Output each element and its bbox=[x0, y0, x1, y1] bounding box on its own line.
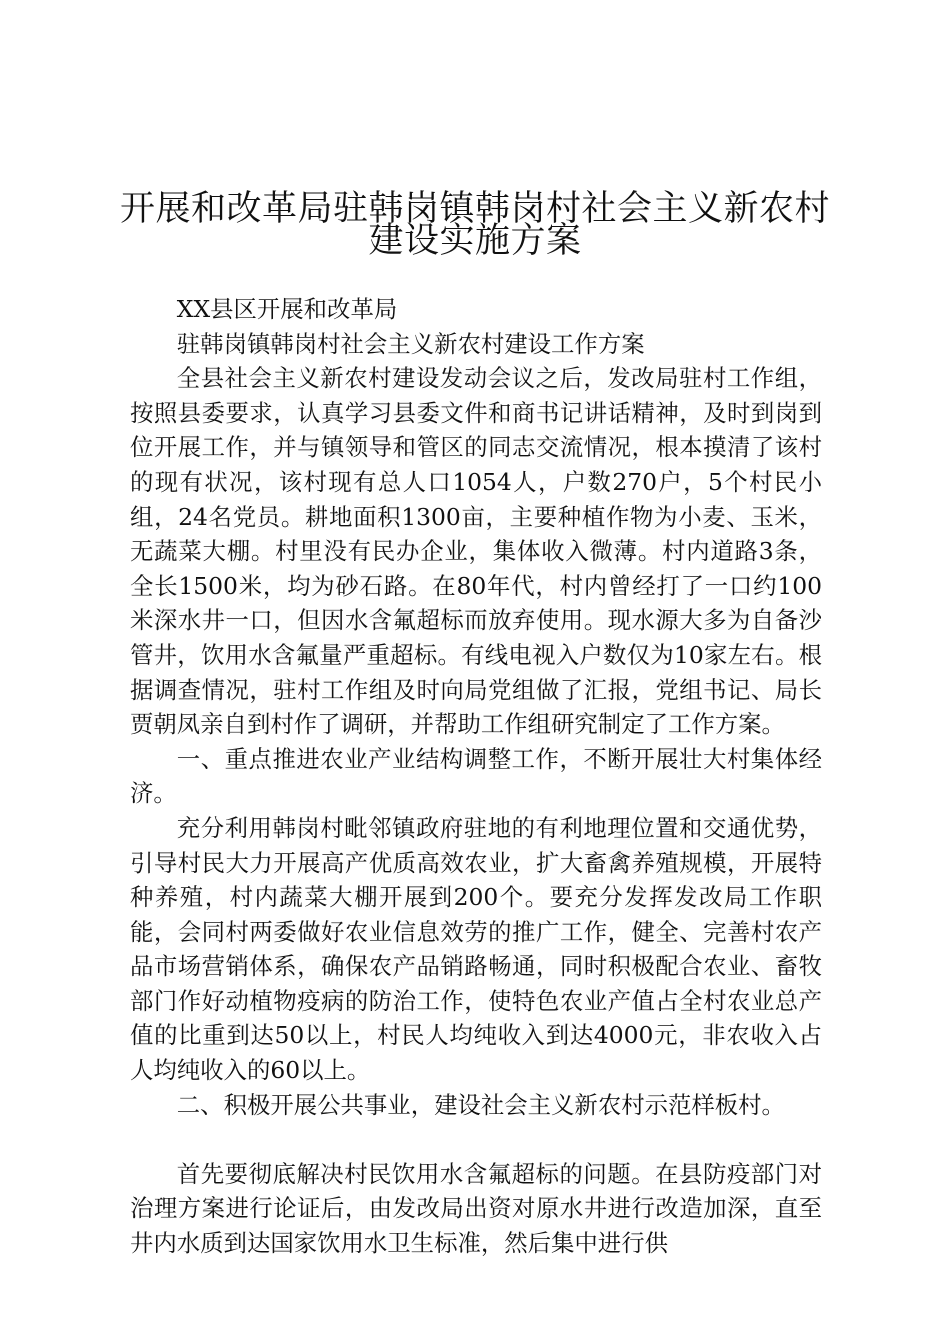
blank-line bbox=[130, 1122, 822, 1157]
section-heading-1: 一、重点推进农业产业结构调整工作，不断开展壮大村集体经济。 bbox=[130, 744, 822, 808]
document-body bbox=[130, 292, 822, 1261]
issuer-line: XX县区开展和改革局 bbox=[176, 295, 398, 323]
document-title-line-2: 建设实施方案 bbox=[368, 221, 582, 261]
paragraph-situation: 全县社会主义新农村建设发动会议之后，发改局驻村工作组，按照县委要求，认真学习县委文件和商书记讲话精神，及时到岗到位开展工作，并与镇领导和管区的同志交流情况，根本摸清了该村的现有状况，该村现有总人口1054人，户数270户，5个村民小组，24名党员。耕地面积1300亩，主要种植作物为小麦、玉米，无蔬菜大棚。村里没有民办企业，集体收入微薄。村内道路3条，全长1500米，均为砂石路。在80年代，村内曾经打了一口约100米深水井一口，但因水含氟超标而放弃使用。现水源大多为自备沙管井，饮用水含氟量严重超标。有线电视入户数仅为10家左右。根据调查情况，驻村工作组及时向局党组做了汇报，党组书记、局长贾朝凤亲自到村作了调研，并帮助工作组研究制定了工作方案。 bbox=[130, 364, 822, 739]
paragraph-water: 首先要彻底解决村民饮用水含氟超标的问题。在县防疫部门对治理方案进行论证后，由发改局出资对原水井进行改造加深，直至井内水质到达国家饮用水卫生标准，然后集中进行供 bbox=[130, 1159, 822, 1258]
section-heading-2: 二、积极开展公共事业，建设社会主义新农村示范样板村。 bbox=[176, 1090, 785, 1119]
paragraph-agriculture: 充分利用韩岗村毗邻镇政府驻地的有利地理位置和交通优势，引导村民大力开展高产优质高效农业，扩大畜禽养殖规模，开展特种养殖，村内蔬菜大棚开展到200个。要充分发挥发改局工作职能，会同村两委做好农业信息效劳的推广工作，健全、完善村农产品市场营销体系，确保农产品销路畅通，同时积极配合农业、畜牧部门作好动植物疫病的防治工作，使特色农业产值占全村农业总产值的比重到达50以上，村民人均纯收入到达4000元，非农收入占人均纯收入的60以上。 bbox=[130, 813, 822, 1085]
document-subtitle: 驻韩岗镇韩岗村社会主义新农村建设工作方案 bbox=[176, 329, 645, 358]
document-title-line-1: 开展和改革局驻韩岗镇韩岗村社会主义新农村 bbox=[120, 189, 831, 229]
